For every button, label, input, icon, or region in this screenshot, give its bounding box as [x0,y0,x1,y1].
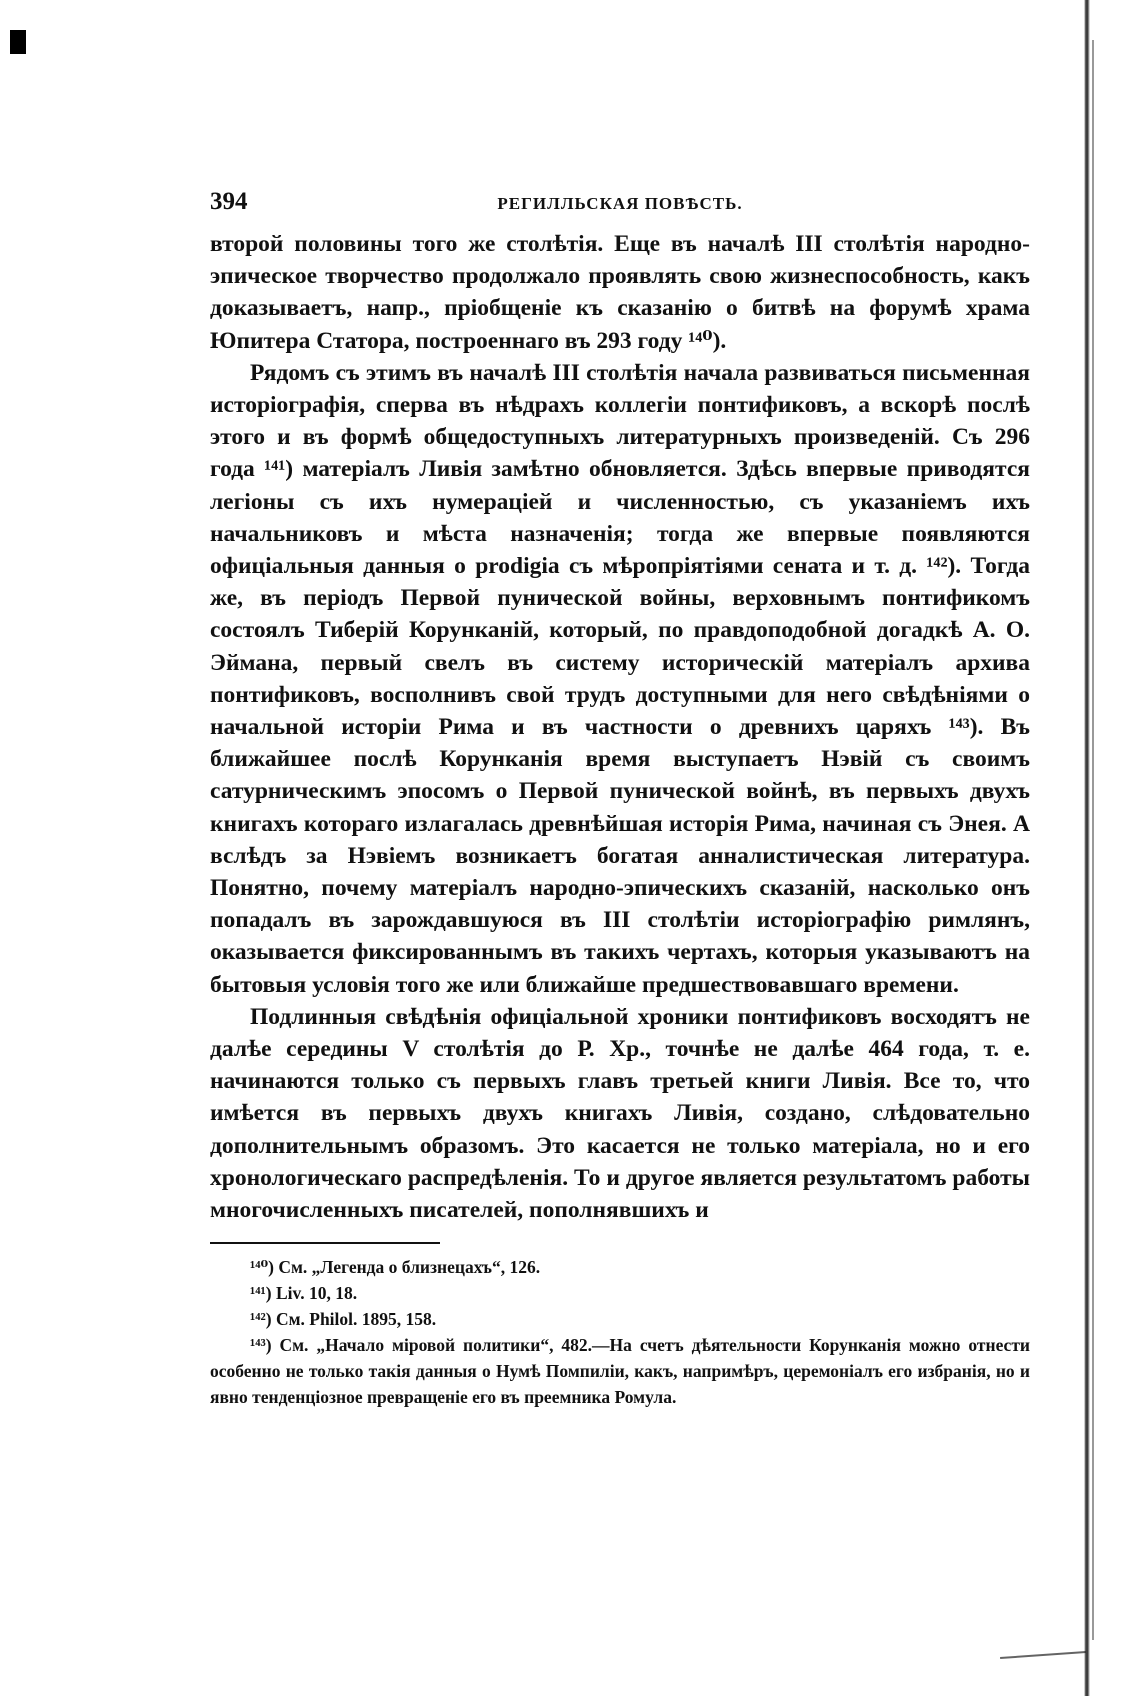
paragraph-1: второй половины того же столѣтія. Еще въ началѣ III столѣтія народно-эпическое творчество продолжало проявлять свою жизнеспособность, какъ доказываетъ, напр., пріобщеніе къ сказанію о битвѣ на форумѣ храма Юпитера Статора, построеннаго въ 293 году ¹⁴⁰). [210,231,1030,354]
book-page [210,188,1030,1410]
body-text [210,228,1030,1226]
scan-page-edge [1084,0,1090,1696]
footnote-140: ¹⁴⁰) См. „Легенда о близнецахъ“, 126. [250,1257,541,1278]
footnote-divider [210,1242,440,1244]
scan-page-edge-shadow [1092,40,1094,1640]
paragraph-2: Рядомъ съ этимъ въ началѣ III столѣтія начала развиваться письменная исторіографія, сперва въ нѣдрахъ коллегіи понтификовъ, а вскорѣ послѣ этого и въ формѣ общедоступныхъ литературныхъ произведеній. Съ 296 года ¹⁴¹) матеріалъ Ливія замѣтно обновляется. Здѣсь впервые приводятся легіоны съ ихъ нумераціей и численностью, съ указаніемъ ихъ начальниковъ и мѣста назначенія; тогда же впервые появляются офиціальныя данныя о prodigia съ мѣропріятіями сената и т. д. ¹⁴²). Тогда же, въ періодъ Первой пунической войны, верховнымъ понтификомъ состоялъ Тиберій Корунканій, который, по правдоподобной догадкѣ А. О. Эймана, первый свелъ въ систему историческій матеріалъ архива понтификовъ, восполнивъ свой трудъ доступными для него свѣдѣніями о начальной исторіи Рима и въ частности о древнихъ царяхъ ¹⁴³). Въ ближайшее послѣ Корунканія время выступаетъ Нэвій съ своимъ сатурническимъ эпосомъ о Первой пунической войнѣ, въ первыхъ двухъ книгахъ котораго излагалась древнѣйшая исторія Рима, начиная съ Энея. А вслѣдъ за Нэвіемъ возникаетъ богатая анналистическая литература. Понятно, почему матеріалъ народно-эпическихъ сказаній, насколько онъ попадалъ въ зарождавшуюся въ III столѣтіи исторіографію римлянъ, оказывается фиксированнымъ въ такихъ чертахъ, которыя указываютъ на бытовыя условія того же или ближайше предшествовавшаго времени. [210,359,1030,998]
footnotes [210,1254,1030,1410]
scan-corner-mark [10,30,26,54]
paragraph-3: Подлинныя свѣдѣнія офиціальной хроники понтификовъ восходятъ не далѣе середины V столѣтія до Р. Хр., точнѣе не далѣе 464 года, т. е. начинаются только съ первыхъ главъ третьей книги Ливія. Все то, что имѣется въ первыхъ двухъ книгахъ Ливія, создано, слѣдовательно дополнительнымъ образомъ. Это касается не только матеріала, но и его хронологическаго распредѣленія. То и другое является результатомъ работы многочисленныхъ писателей, пополнявшихъ и [210,1003,1030,1224]
page-number: 394 [210,188,248,215]
running-head [210,188,1030,228]
footnote-141: ¹⁴¹) Liv. 10, 18. [250,1283,358,1304]
running-title: РЕГИЛЛЬСКАЯ ПОВѢСТЬ. [497,194,743,213]
footnote-142: ¹⁴²) См. Philol. 1895, 158. [250,1309,437,1330]
scan-artifact-line [1000,1651,1086,1659]
footnote-143: ¹⁴³) См. „Начало міровой политики“, 482.—На счетъ дѣятельности Корунканія можно отнести особенно не только такія данныя о Нумѣ Помпиліи, какъ, напримѣръ, церемоніалъ его избранія, но и явно тенденціозное превращеніе его въ преемника Ромула. [210,1335,1030,1408]
